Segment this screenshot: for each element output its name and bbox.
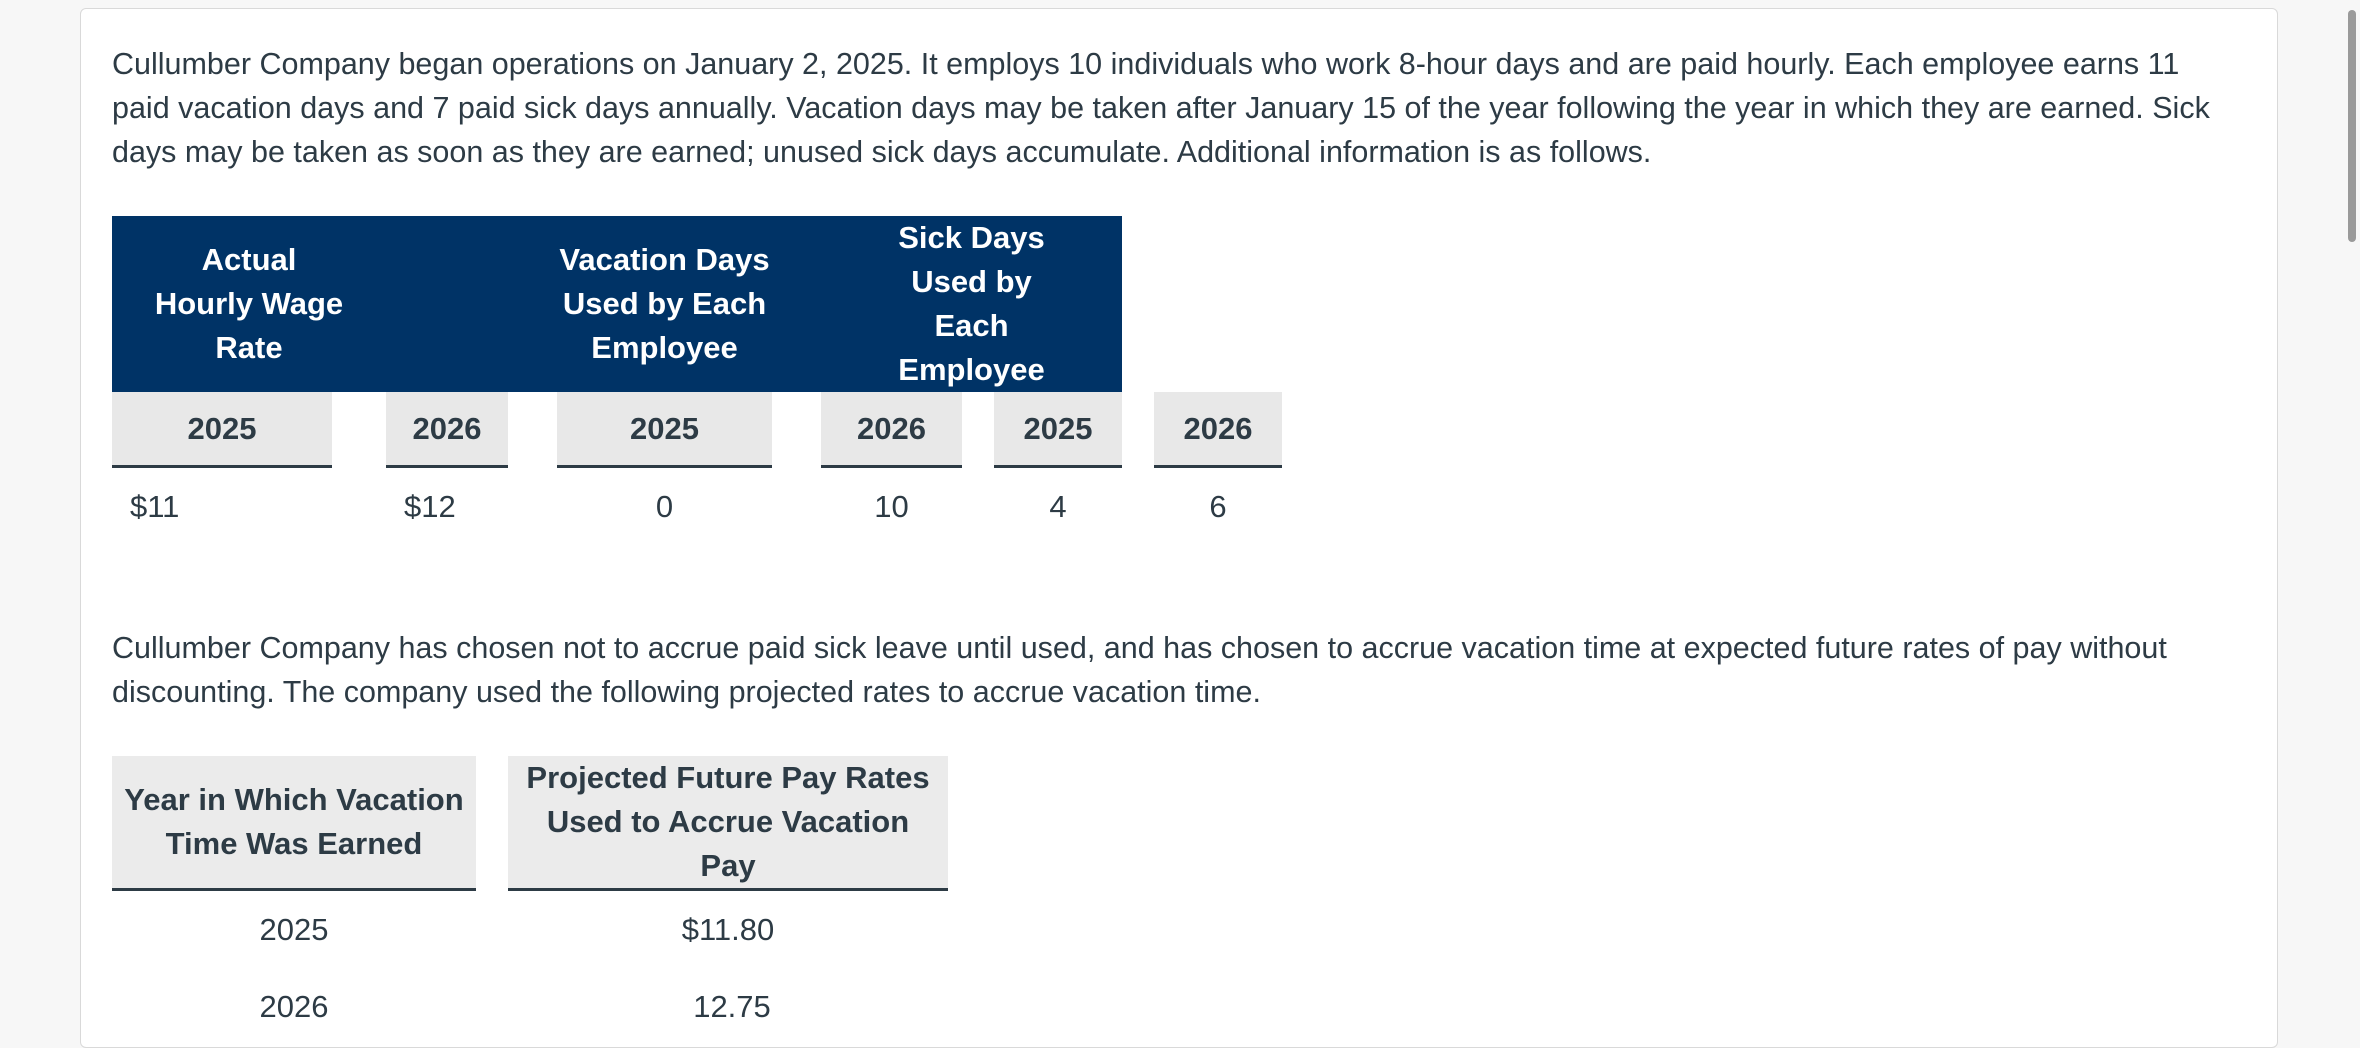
- year-header: 2025: [112, 392, 332, 468]
- header-actual-hourly-wage: Actual Hourly Wage Rate: [112, 216, 386, 392]
- table-header-row: [112, 756, 948, 891]
- header-sick-days: Sick Days Used by Each Employee: [821, 216, 1122, 392]
- intro-paragraph: Cullumber Company began operations on January 2, 2025. It employs 10 individuals who work 8-hour days and are paid hourly. Each employee earns 11 paid vacation days and 7 paid sick days annually. Vacation days may be taken after January 15 of the year following the year in which they are earned. Sick days may be taken as soon as they are earned; unused sick days accumulate. Additional information is as follows.: [112, 47, 2210, 169]
- year-header: 2025: [557, 392, 772, 468]
- year-header: 2026: [821, 392, 962, 468]
- scrollbar[interactable]: [2338, 0, 2360, 1020]
- vacation-2026: 10: [874, 489, 909, 524]
- policy-paragraph: Cullumber Company has chosen not to accrue paid sick leave until used, and has chosen to accrue vacation time at expected future rates of pay without discounting. The company used the following projected rates to accrue vacation time.: [112, 631, 2167, 709]
- year-cell: 2026: [259, 988, 329, 1024]
- rate-cell: $11.80: [681, 911, 775, 947]
- header-year-earned: Year in Which Vacation Time Was Earned: [112, 756, 476, 891]
- year-header: 2026: [386, 392, 508, 468]
- year-header: 2025: [994, 392, 1122, 468]
- table-row: [112, 968, 948, 1045]
- wage-days-table: [112, 216, 1282, 546]
- year-cell: 2025: [259, 911, 329, 947]
- header-vacation-days: Vacation Days Used by Each Employee: [508, 216, 821, 392]
- wage-2025: $11: [130, 489, 180, 524]
- header-projected-rates: Projected Future Pay Rates Used to Accrue Vacation Pay: [508, 756, 948, 891]
- vacation-2025: 0: [655, 489, 674, 524]
- table-row: [112, 468, 1282, 546]
- rate-cell: 12.75: [693, 988, 771, 1024]
- sick-2026: 6: [1209, 489, 1227, 524]
- wage-2026: $12: [404, 489, 456, 524]
- scrollbar-thumb[interactable]: [2348, 10, 2356, 242]
- sick-2025: 4: [1049, 489, 1067, 524]
- table-row: [112, 891, 948, 968]
- projected-rates-table: [112, 756, 948, 1045]
- year-header: 2026: [1154, 392, 1282, 468]
- table-header-row: [112, 216, 1282, 392]
- year-header-row: [112, 392, 1282, 468]
